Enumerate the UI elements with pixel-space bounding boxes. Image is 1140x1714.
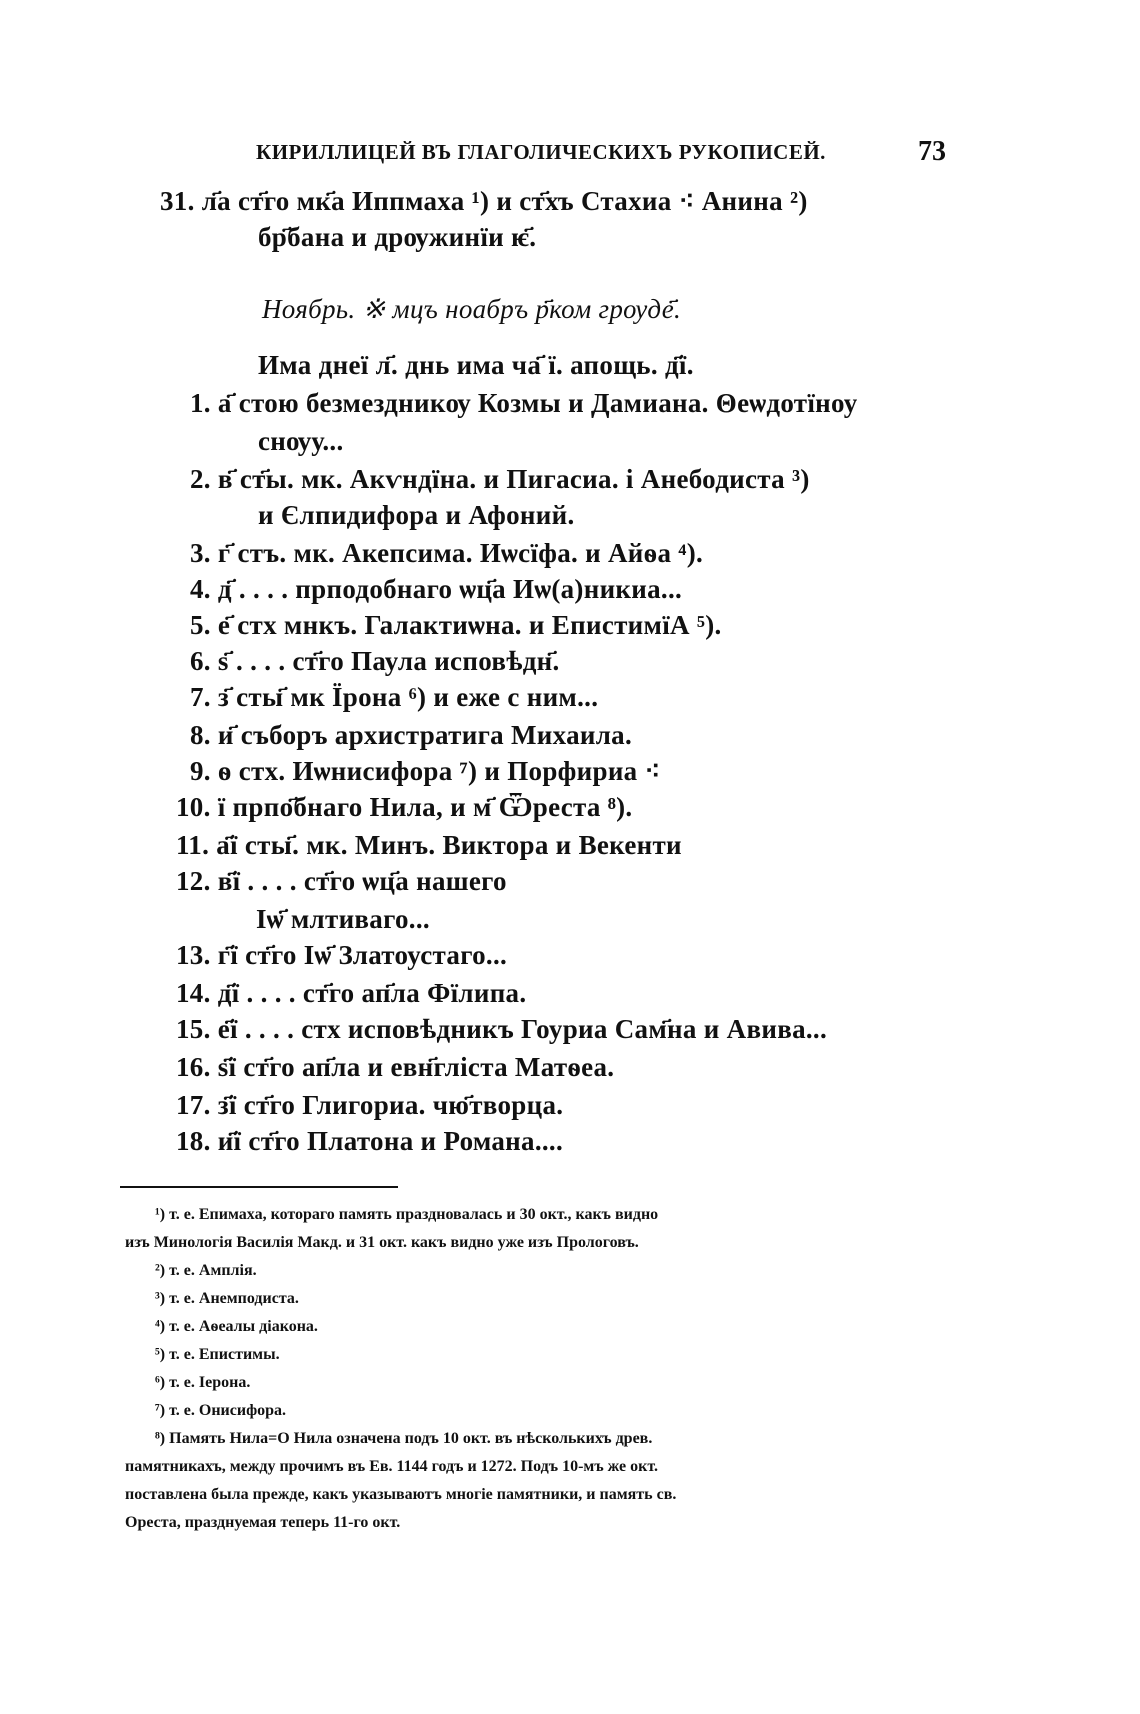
footnote-line: ¹) т. е. Епимаха, котораго память праздновалась и 30 окт., какъ видно <box>155 1206 659 1223</box>
entry-line: 5. е҃ стх мнкъ. Галактиѡна. и ЕпистимїА ⁵). <box>190 610 722 640</box>
footnote-separator <box>120 1186 398 1188</box>
footnote-line: Ореста, празднуемая теперь 11-го окт. <box>125 1514 401 1531</box>
entry-line: 1. а҃ стою безмездникѹ Козмы и Дамиана. Θеѡдотїноу <box>190 388 858 418</box>
entry-line: 2. в҃ ст҃ы. мк. Акѵндїна. и Пигасиа. і Анебодиста ³) <box>190 464 810 494</box>
footnote-line: ⁸) Память Нила=О Нила означена подъ 10 окт. въ нѣсколькихъ древ. <box>155 1430 653 1447</box>
entry-line: 16. ѕ҃ї ст҃го ап҃ла и евн҃гліста Матѳеа. <box>176 1052 615 1082</box>
entry-line: 9. ѳ стх. Иѡнисифора ⁷) и Порфириа ⁖ <box>190 756 661 786</box>
entry-line: 10. ї прпо҃бнаго Нила, и м҃ Ѿреста ⁸). <box>176 792 633 822</box>
footnote-line: ²) т. е. Амплія. <box>155 1262 257 1279</box>
footnote-line: ⁶) т. е. Іерона. <box>155 1374 251 1391</box>
running-head <box>256 136 946 176</box>
entry-line: 17. з҃ї ст҃го Глигориа. чю҃творца. <box>176 1090 564 1120</box>
running-title: КИРИЛЛИЦЕЙ ВЪ ГЛАГОЛИЧЕСКИХЪ РУКОПИСЕЙ. <box>256 140 826 164</box>
entry-line: Има днеї л҃. днь има ча҃ ї. апощь. д҃ї. <box>258 350 694 380</box>
entry-line: 14. д҃ї . . . . ст҃го ап҃ла Фїлипа. <box>176 978 527 1008</box>
footnote-line: ⁵) т. е. Епистимы. <box>155 1346 280 1363</box>
entry-line: и Єлпидифора и Афоний. <box>258 500 575 530</box>
footnote-line: памятникахъ, между прочимъ въ Ев. 1144 годъ и 1272. Подъ 10-мъ же окт. <box>125 1458 659 1475</box>
page-number: 73 <box>918 136 946 167</box>
entry-line: 8. и҃ съборъ архистратига Михаила. <box>190 720 633 750</box>
entry-line: 7. з҃ сты҃ мк Їрона ⁶) и еже с ним... <box>190 682 599 712</box>
entry-line: 15. е҃ї . . . . стх исповѣдникъ Гоуриа Сам҃на и Авива... <box>176 1014 828 1044</box>
entry-line: 4. д҃ . . . . прподобнаго ѡц҃а Иѡ(а)никиа... <box>190 574 683 604</box>
entry-line: 18. и҃ї ст҃го Платона и Романа.... <box>176 1126 564 1156</box>
footnote-line: ⁷) т. е. Онисифора. <box>155 1402 287 1419</box>
entry-line: 6. s҃ . . . . ст҃го Паула исповѣдн҃. <box>190 646 560 676</box>
month-heading: Ноябрь. ※ мцъ ноабръ р҃ком грѹде҃. <box>262 294 682 324</box>
footnote-line: ⁴) т. е. Аѳеалы діакона. <box>155 1318 318 1335</box>
entry-line: 13. г҃ї ст҃го Іѡ҃ Златоустаго... <box>176 940 508 970</box>
entry-line: бр҃бана и дрѹжинїи ѥ҃. <box>258 222 537 252</box>
entry-line: Іѡ҃ млтиваго... <box>256 904 430 934</box>
footnote-line: ³) т. е. Анемподиста. <box>155 1290 299 1307</box>
entry-line: снѹу... <box>258 426 344 456</box>
footnote-line: изъ Минологія Василія Мaкд. и 31 окт. какъ видно уже изъ Прологовъ. <box>125 1234 639 1251</box>
entry-line: 11. а҃ї сты҃. мк. Минъ. Виктора и Векенти <box>176 830 682 860</box>
footnote-line: поставлена была прежде, какъ указываютъ многіе памятники, и память св. <box>125 1486 677 1503</box>
entry-line: 3. г҃ стъ. мк. Акепсима. Иѡсїфа. и Айѳа ⁴). <box>190 538 704 568</box>
entry-line: 31. л҃а ст҃го мк҃а Иппмаха ¹) и ст҃хъ Стахиа ⁖ Анинa ²) <box>160 186 808 216</box>
entry-line: 12. в҃ї . . . . ст҃го ѡц҃а нашего <box>176 866 507 896</box>
